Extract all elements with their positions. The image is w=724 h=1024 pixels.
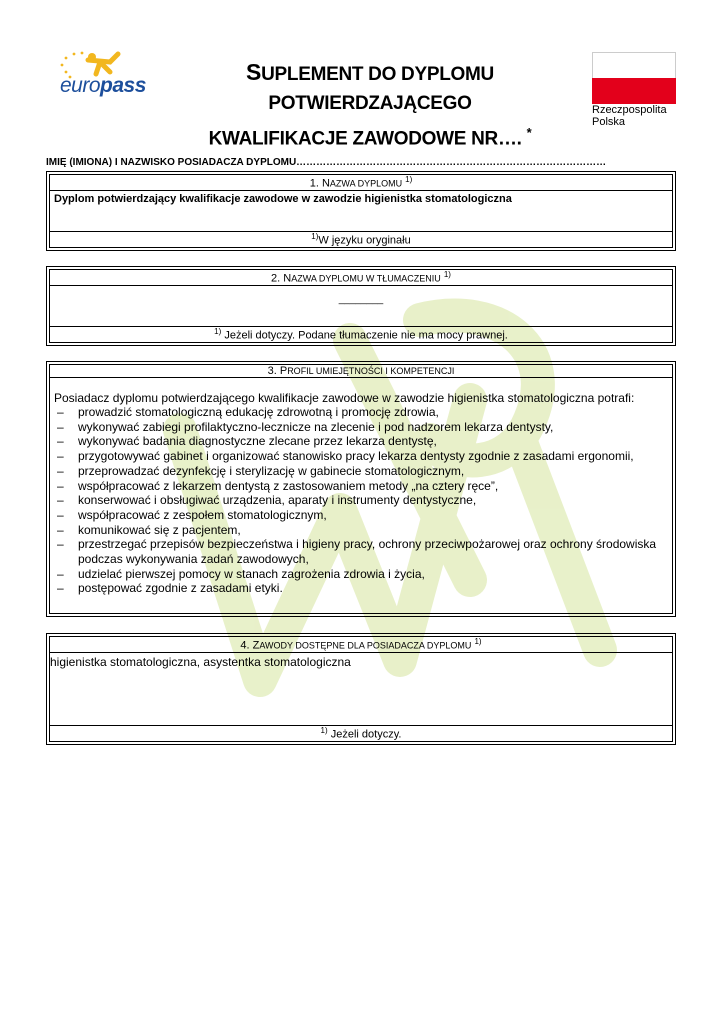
list-item: – prowadzić stomatologiczną edukację zdrowotną i promocję zdrowia, xyxy=(54,405,668,420)
country-line-1: Rzeczpospolita xyxy=(592,104,667,116)
skills-intro: Posiadacz dyplomu potwierdzającego kwalifikacje zawodowe w zawodzie higienistka stomatologiczna potrafi: xyxy=(54,391,635,405)
skills-list xyxy=(50,405,672,596)
section-1-header: 1. NAZWA DYPLOMU $^{1)}$ xyxy=(50,175,672,191)
section-2-header: 2. NAZWA DYPLOMU W TŁUMACZENIU $^{1)}$ xyxy=(50,270,672,286)
section-diploma-translation xyxy=(46,266,676,346)
poland-flag-icon xyxy=(592,52,676,104)
translation-value: ________ xyxy=(338,293,384,305)
list-item: – udzielać pierwszej pomocy w stanach zagrożenia zdrowia i życia, xyxy=(54,567,668,582)
europass-logo xyxy=(52,50,146,102)
list-item: – przeprowadzać dezynfekcję i sterylizację w gabinecie stomatologicznym, xyxy=(54,464,668,479)
section-2-footnote: $^{1)}$ Jeżeli dotyczy. Podane tłumaczenie nie ma mocy prawnej. xyxy=(50,326,672,342)
diploma-name-value: Dyplom potwierdzający kwalifikacje zawodowe w zawodzie higienistka stomatologiczna xyxy=(54,192,512,205)
list-item: – postępować zgodnie z zasadami etyki. xyxy=(54,581,668,596)
title-line-1: UPLEMENT DO DYPLOMU POTWIERDZAJĄCEGO xyxy=(261,64,494,114)
document-title xyxy=(170,58,570,153)
section-skills-profile xyxy=(46,361,676,617)
holder-name-line: IMIĘ (IMIONA) I NAZWISKO POSIADACZA DYPLOMU………………………………………………………………………………… xyxy=(46,157,607,168)
list-item: – współpracować z zespołem stomatologicznym, xyxy=(54,508,668,523)
country-line-2: Polska xyxy=(592,116,626,128)
section-3-header: 3. PROFIL UMIEJĘTNOŚCI I KOMPETENCJI xyxy=(50,365,672,378)
list-item: – wykonywać badania diagnostyczne zlecane przez lekarza dentystę, xyxy=(54,434,668,449)
country-name xyxy=(592,104,667,128)
section-diploma-name xyxy=(46,171,676,251)
logo-pass: pass xyxy=(100,74,146,97)
list-item: – wykonywać zabiegi profilaktyczno-lecznicze na zlecenie i pod nadzorem lekarza dentysty, xyxy=(54,420,668,435)
occupations-value: higienistka stomatologiczna, asystentka stomatologiczna xyxy=(50,654,351,669)
list-item: – przestrzegać przepisów bezpieczeństwa i higieny pracy, ochrony przeciwpożarowej oraz ochrony środowiska podczas wykonywania zadań zawodowych, xyxy=(54,537,668,566)
list-item: – współpracować z lekarzem dentystą z zastosowaniem metody „na cztery ręce”, xyxy=(54,479,668,494)
section-4-footnote: $^{1)}$ Jeżeli dotyczy. xyxy=(50,725,672,741)
section-1-footnote: $^{1)}$W języku oryginału xyxy=(50,231,672,247)
title-asterisk: * xyxy=(526,125,532,140)
section-4-header: 4. ZAWODY DOSTĘPNE DLA POSIADACZA DYPLOMU $^{1)}$ xyxy=(50,637,672,653)
title-initial: S xyxy=(246,59,262,85)
logo-euro: euro xyxy=(60,74,101,97)
list-item: – przygotowywać gabinet i organizować stanowisko pracy lekarza dentysty zgodnie z zasadami ergonomii, xyxy=(54,449,668,464)
section-occupations xyxy=(46,633,676,745)
list-item: – komunikować się z pacjentem, xyxy=(54,523,668,538)
title-line-2: KWALIFIKACJE ZAWODOWE NR…. xyxy=(208,128,522,150)
list-item: – konserwować i obsługiwać urządzenia, aparaty i instrumenty dentystyczne, xyxy=(54,493,668,508)
